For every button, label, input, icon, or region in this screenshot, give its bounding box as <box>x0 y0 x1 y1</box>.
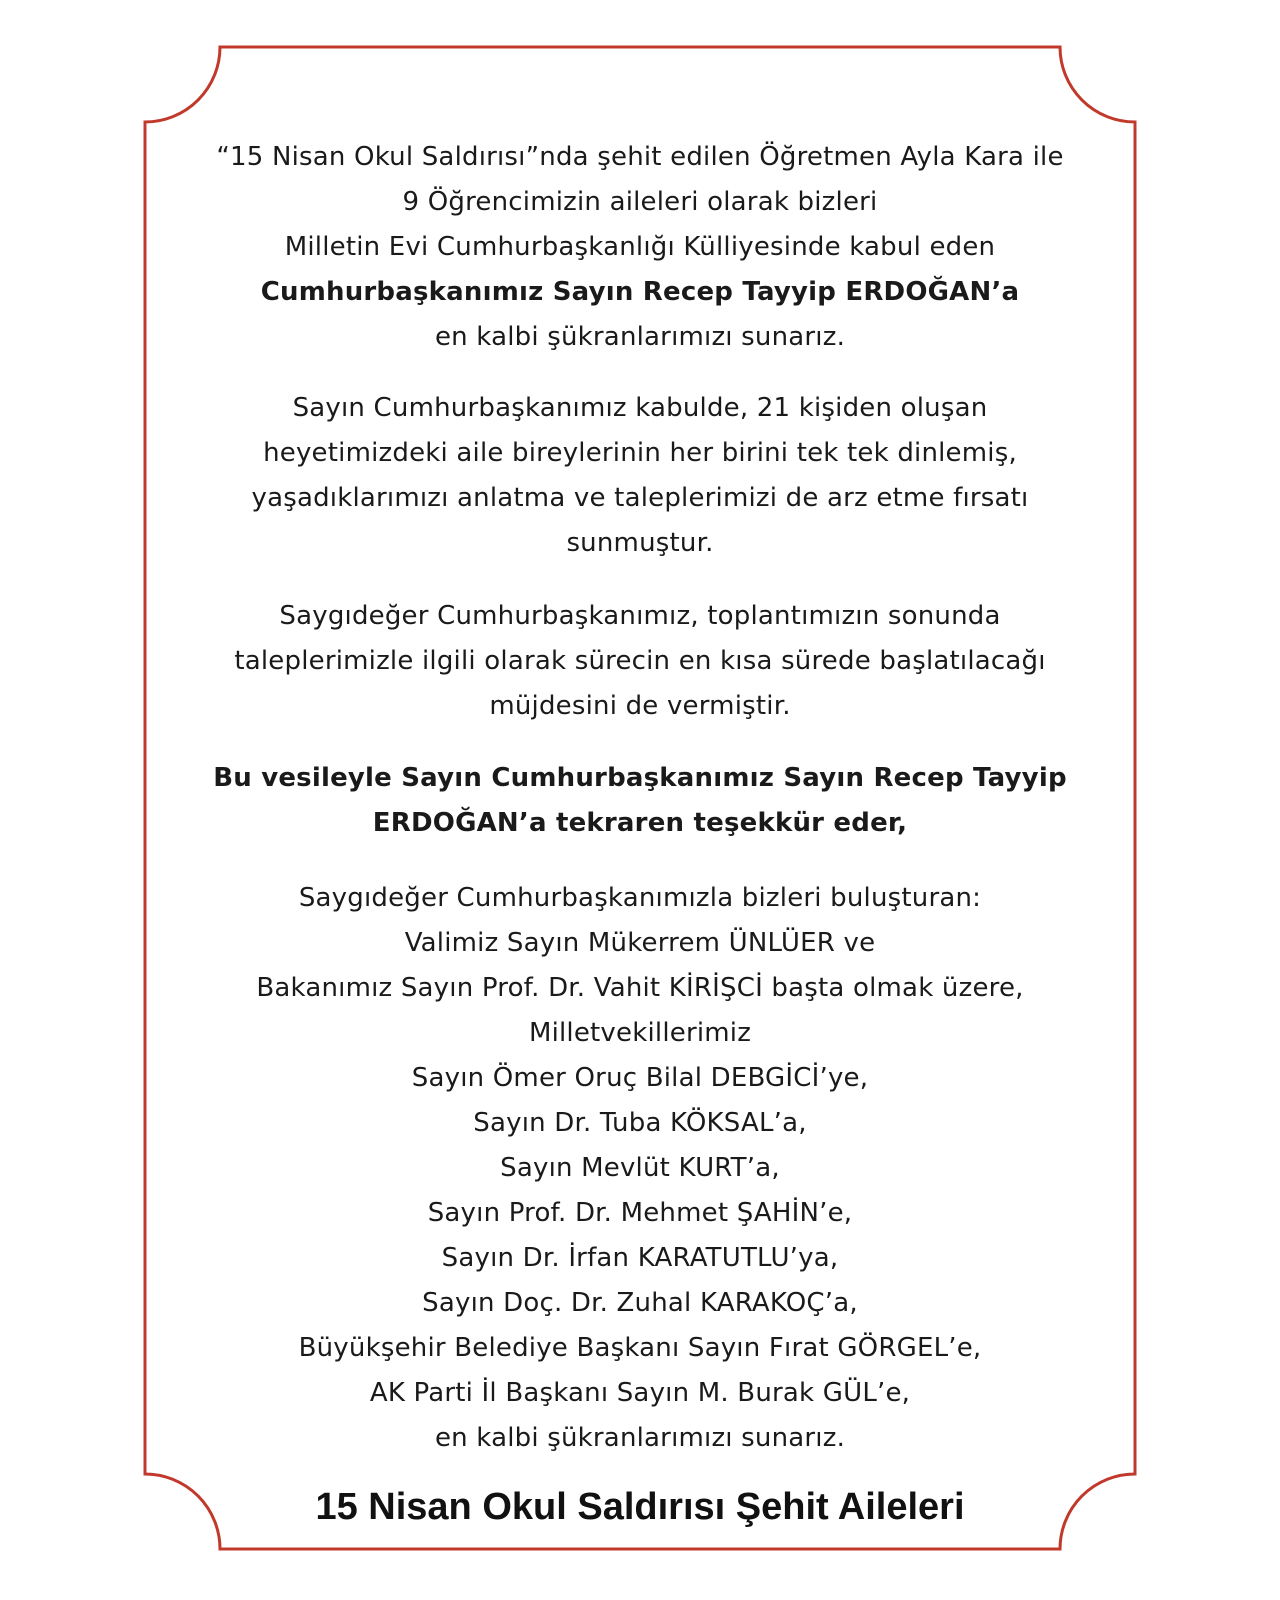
text-line: yaşadıklarımızı anlatma ve taleplerimizi de arz etme fırsatı <box>251 483 1029 513</box>
paragraph-meeting-details <box>150 386 1130 566</box>
text-line: Milletin Evi Cumhurbaşkanlığı Külliyesinde kabul eden <box>284 232 996 262</box>
text-line: ERDOĞAN’a tekraren teşekkür eder, <box>372 808 908 838</box>
text-line: Sayın Cumhurbaşkanımız kabulde, 21 kişiden oluşan <box>292 393 988 423</box>
text-line: Sayın Dr. Tuba KÖKSAL’a, <box>473 1108 807 1138</box>
text-line: Sayın Prof. Dr. Mehmet ŞAHİN’e, <box>427 1198 853 1228</box>
paragraph-thanks-reception <box>150 135 1130 360</box>
paragraph-acknowledgements <box>150 876 1130 1461</box>
text-line: 9 Öğrencimizin aileleri olarak bizleri <box>402 187 878 217</box>
text-line: Bakanımız Sayın Prof. Dr. Vahit KİRİŞCİ başta olmak üzere, <box>256 973 1024 1003</box>
text-line: en kalbi şükranlarımızı sunarız. <box>434 1423 846 1453</box>
text-line: heyetimizdeki aile bireylerinin her birini tek tek dinlemiş, <box>263 438 1017 468</box>
text-line: Saygıdeğer Cumhurbaşkanımız, toplantımızın sonunda <box>279 601 1001 631</box>
text-line: Sayın Ömer Oruç Bilal DEBGİCİ’ye, <box>411 1063 869 1093</box>
text-line: Saygıdeğer Cumhurbaşkanımızla bizleri buluşturan: <box>298 883 982 913</box>
text-line: taleplerimizle ilgili olarak sürecin en kısa sürede başlatılacağı <box>234 646 1046 676</box>
text-line: Sayın Dr. İrfan KARATUTLU’ya, <box>441 1243 839 1273</box>
text-line: müjdesini de vermiştir. <box>489 691 791 721</box>
text-line: Bu vesileyle Sayın Cumhurbaşkanımız Sayın Recep Tayyip <box>213 763 1067 793</box>
text-line: sunmuştur. <box>566 528 714 558</box>
text-line: Sayın Doç. Dr. Zuhal KARAKOÇ’a, <box>422 1288 858 1318</box>
text-line: en kalbi şükranlarımızı sunarız. <box>434 322 846 352</box>
text-line: AK Parti İl Başkanı Sayın M. Burak GÜL’e, <box>369 1378 911 1408</box>
paragraph-good-news <box>150 594 1130 729</box>
paragraph-repeated-thanks <box>150 756 1130 846</box>
signature-line: 15 Nisan Okul Saldırısı Şehit Aileleri <box>315 1486 965 1528</box>
text-line: “15 Nisan Okul Saldırısı”nda şehit edilen Öğretmen Ayla Kara ile <box>216 142 1064 172</box>
text-line: Valimiz Sayın Mükerrem ÜNLÜER ve <box>404 928 876 958</box>
text-line: Cumhurbaşkanımız Sayın Recep Tayyip ERDOĞAN’a <box>260 277 1020 307</box>
text-line: Milletvekillerimiz <box>528 1018 752 1048</box>
text-line: Büyükşehir Belediye Başkanı Sayın Fırat GÖRGEL’e, <box>298 1333 982 1363</box>
text-line: Sayın Mevlüt KURT’a, <box>500 1153 780 1183</box>
